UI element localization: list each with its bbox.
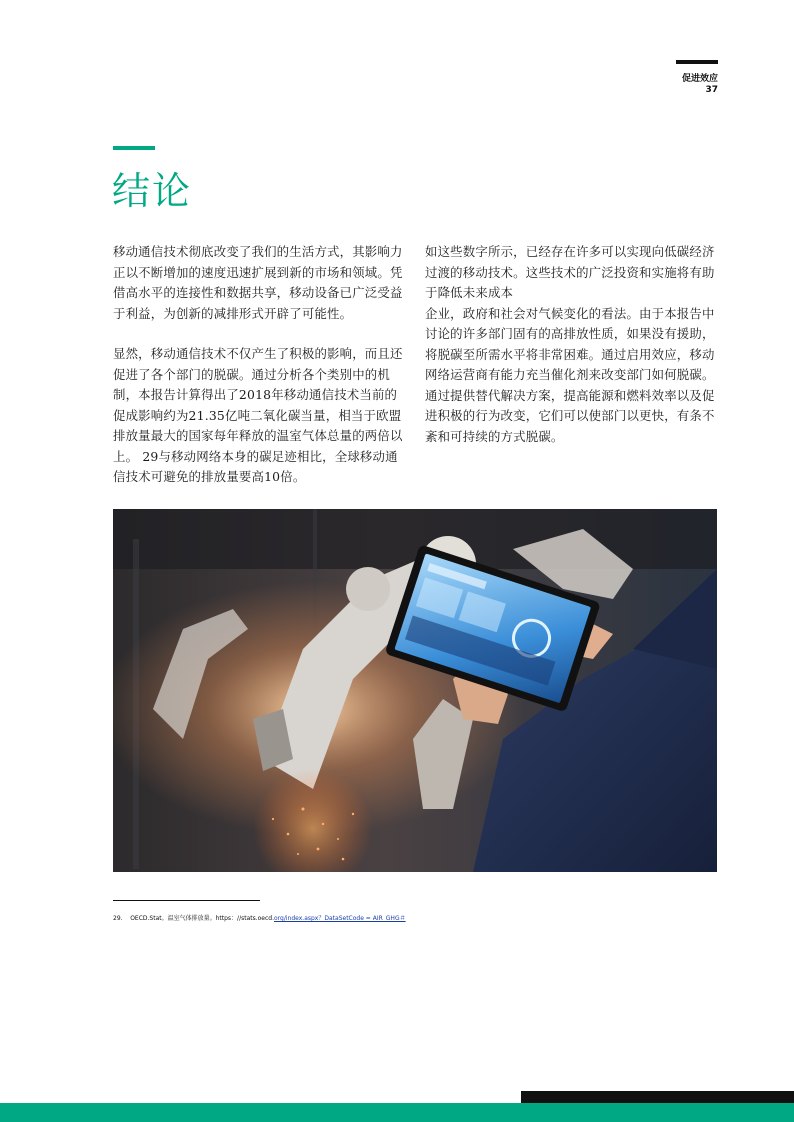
title-accent-rule [113, 146, 155, 150]
section-label: 促进效应 [681, 74, 718, 84]
paragraph: 移动通信技术彻底改变了我们的生活方式，其影响力正以不断增加的速度迅速扩展到新的市场和领域。凭借高水平的连接性和数据共享，移动设备已广泛受益于利益，为创新的减排形式开辟了可能性。 [113, 244, 403, 321]
footnote [113, 913, 406, 922]
paragraph: 企业，政府和社会对气候变化的看法。由于本报告中讨论的许多部门固有的高排放性质，如果没有援助，将脱碳至所需水平将非常困难。通过启用效应，移动网络运营商有能力充当催化剂来改变部门如何脱碳。通过提供替代解决方案，提高能源和燃料效率以及促进积极的行为改变，它们可以使部门以更快，有条不紊和可持续的方式脱碳。 [425, 305, 715, 444]
footer-green-bar [0, 1103, 794, 1122]
header-rule [676, 60, 718, 64]
footnote-link[interactable]: org/index.aspx？DataSetCode = AIR_GHG＃ [274, 915, 406, 922]
right-column [425, 242, 725, 467]
page-number: 37 [705, 85, 718, 95]
left-column [113, 242, 405, 508]
paragraph: 显然，移动通信技术不仅产生了积极的影响，而且还促进了各个部门的脱碳。通过分析各个类别中的机制，本报告计算得出了2018年移动通信技术当前的促成影响约为21.35亿吨二氧化碳当量，相当于欧盟排放量最大的国家每年释放的温室气体总量的两倍以上。 29与移动网络本身的碳足迹相比，全球移动通信技术可避免的排放量要高10倍。 [113, 346, 403, 484]
footnote-number: 29. [113, 915, 123, 922]
footnote-text: OECD.Stat。温室气体排放量。https：//stats.oecd. [130, 915, 275, 922]
page-title: 结论 [112, 169, 193, 213]
industrial-robot-tablet-photo [113, 509, 717, 872]
footer-dark-bar [521, 1091, 794, 1103]
footnote-rule [113, 900, 260, 901]
paragraph: 如这些数字所示，已经存在许多可以实现向低碳经济过渡的移动技术。这些技术的广泛投资和实施将有助于降低未来成本 [425, 244, 715, 300]
